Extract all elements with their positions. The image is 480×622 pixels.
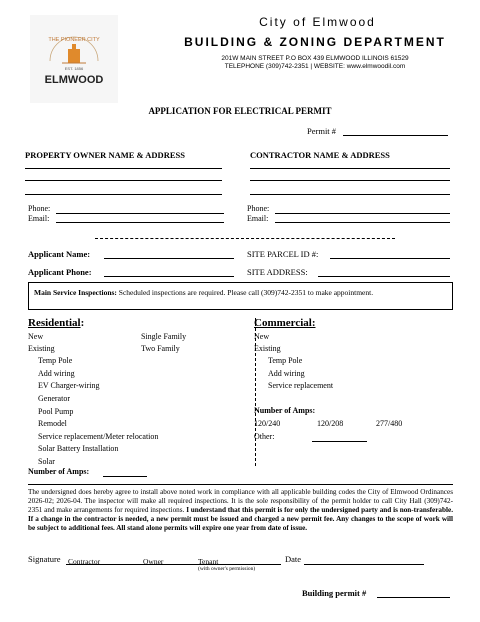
owner-email-field[interactable] xyxy=(56,222,224,223)
contractor-header: CONTRACTOR NAME & ADDRESS xyxy=(250,150,390,160)
logo-est: EST. 1856 xyxy=(64,66,84,71)
commercial-item[interactable]: Add wiring xyxy=(268,369,305,378)
commercial-amps-option[interactable]: 120/208 xyxy=(317,419,344,428)
commercial-other-label: Other: xyxy=(254,432,275,441)
contractor-phone-label: Phone: xyxy=(247,204,270,213)
logo-arc-text: THE PIONEER CITY xyxy=(48,37,100,43)
signature-label: Signature xyxy=(28,554,61,564)
applicant-name-label: Applicant Name: xyxy=(28,249,91,259)
commercial-amps-label: Number of Amps: xyxy=(254,406,316,415)
section-divider xyxy=(95,238,395,239)
residential-amps-field[interactable] xyxy=(103,476,147,477)
residential-item[interactable]: EV Charger-wiring xyxy=(38,381,100,390)
residential-item[interactable]: Solar xyxy=(38,457,55,466)
owner-address-line-1[interactable] xyxy=(25,168,222,169)
permit-number-label: Permit # xyxy=(307,126,337,136)
owner-phone-label: Phone: xyxy=(28,204,51,213)
date-label: Date xyxy=(285,554,302,564)
signature-owner-option[interactable]: Owner xyxy=(143,557,164,566)
commercial-existing[interactable]: Existing xyxy=(254,344,281,353)
building-permit-label: Building permit # xyxy=(302,588,367,598)
commercial-other-field[interactable] xyxy=(312,441,367,442)
residential-item[interactable]: Temp Pole xyxy=(38,356,73,365)
site-address-label: SITE ADDRESS: xyxy=(247,267,308,277)
commercial-item[interactable]: Service replacement xyxy=(268,381,334,390)
residential-heading-colon: : xyxy=(80,317,85,329)
contractor-email-field[interactable] xyxy=(275,222,450,223)
residential-item[interactable]: Generator xyxy=(38,394,70,403)
signature-contractor-option[interactable]: Contractor xyxy=(68,557,101,566)
owner-phone-field[interactable] xyxy=(56,213,224,214)
inspection-notice-title: Main Service Inspections: xyxy=(34,288,117,297)
signature-tenant-option[interactable]: Tenant xyxy=(198,557,219,566)
department-heading: BUILDING & ZONING DEPARTMENT xyxy=(184,35,446,49)
residential-item[interactable]: Remodel xyxy=(38,419,67,428)
contractor-phone-field[interactable] xyxy=(275,213,450,214)
date-field[interactable] xyxy=(304,564,424,565)
residential-amps-label: Number of Amps: xyxy=(28,467,90,476)
residential-existing[interactable]: Existing xyxy=(28,344,55,353)
commercial-heading: Commercial: xyxy=(254,317,316,329)
inspection-notice-text: Scheduled inspections are required. Please call (309)742-2351 to make appointment. xyxy=(118,288,374,297)
applicant-phone-label: Applicant Phone: xyxy=(28,267,92,277)
disclaimer-rule xyxy=(28,484,453,485)
city-heading: City of Elmwood xyxy=(259,15,376,29)
residential-item[interactable]: Service replacement/Meter relocation xyxy=(38,432,159,441)
contractor-address-line-2[interactable] xyxy=(250,180,450,181)
residential-two-family[interactable]: Two Family xyxy=(141,344,180,353)
residential-item[interactable]: Add wiring xyxy=(38,369,75,378)
residential-heading-text: Residential xyxy=(28,317,81,329)
inspection-notice xyxy=(29,283,452,297)
applicant-phone-field[interactable] xyxy=(104,276,234,277)
commercial-new[interactable]: New xyxy=(254,332,270,341)
commercial-item[interactable]: Temp Pole xyxy=(268,356,303,365)
site-address-field[interactable] xyxy=(318,276,450,277)
applicant-name-field[interactable] xyxy=(104,258,234,259)
building-permit-field[interactable] xyxy=(377,597,450,598)
inspection-notice-box xyxy=(28,282,453,310)
signature-tenant-note: (with owner's permission) xyxy=(198,566,256,572)
site-parcel-label: SITE PARCEL ID #: xyxy=(247,249,319,259)
residential-heading xyxy=(28,317,84,329)
residential-item[interactable]: Solar Battery Installation xyxy=(38,444,119,453)
disclaimer-text: The undersigned does hereby agree to install above noted work in compliance with all applicable building codes the City of Elmwood Ordinances 2026-02; 2026-04. The inspector will make all required inspections. It is the sole responsibility of the permit holder to call City Hall (309)742-2351 and make arrangements for required inspections. xyxy=(28,488,453,514)
header-phone-website: TELEPHONE (309)742-2351 | WEBSITE: www.elmwoodil.com xyxy=(224,63,406,70)
form-title: APPLICATION FOR ELECTRICAL PERMIT xyxy=(148,106,332,116)
disclaimer-bold-text: I understand that this permit is for only the undersigned party and is non-transferable. If a change in the contractor is needed, a new permit must be issued and charged a new permit fee. Any changes to the scope of work will be subject to additional fees. All stand alone permits will expire one year from date of issue. xyxy=(28,506,453,532)
owner-address-line-2[interactable] xyxy=(25,180,222,181)
residential-new[interactable]: New xyxy=(28,332,44,341)
contractor-email-label: Email: xyxy=(247,214,269,223)
owner-address-line-3[interactable] xyxy=(25,194,222,195)
owner-header: PROPERTY OWNER NAME & ADDRESS xyxy=(25,150,185,160)
residential-single-family[interactable]: Single Family xyxy=(141,332,187,341)
header-address: 201W MAIN STREET P.O BOX 439 ELMWOOD ILLINOIS 61529 xyxy=(221,55,409,62)
contractor-address-line-3[interactable] xyxy=(250,194,450,195)
permit-number-field[interactable] xyxy=(343,135,448,136)
owner-email-label: Email: xyxy=(28,214,50,223)
site-parcel-field[interactable] xyxy=(330,258,450,259)
commercial-amps-option[interactable]: 277/480 xyxy=(376,419,403,428)
commercial-amps-option[interactable]: 120/240 xyxy=(254,419,281,428)
city-logo xyxy=(30,15,118,103)
contractor-address-line-1[interactable] xyxy=(250,168,450,169)
residential-item[interactable]: Pool Pump xyxy=(38,407,74,416)
header-contact xyxy=(165,55,465,71)
pioneer-city-seal-icon xyxy=(30,15,118,103)
disclaimer xyxy=(28,488,453,533)
logo-wordmark: ELMWOOD xyxy=(44,74,104,86)
